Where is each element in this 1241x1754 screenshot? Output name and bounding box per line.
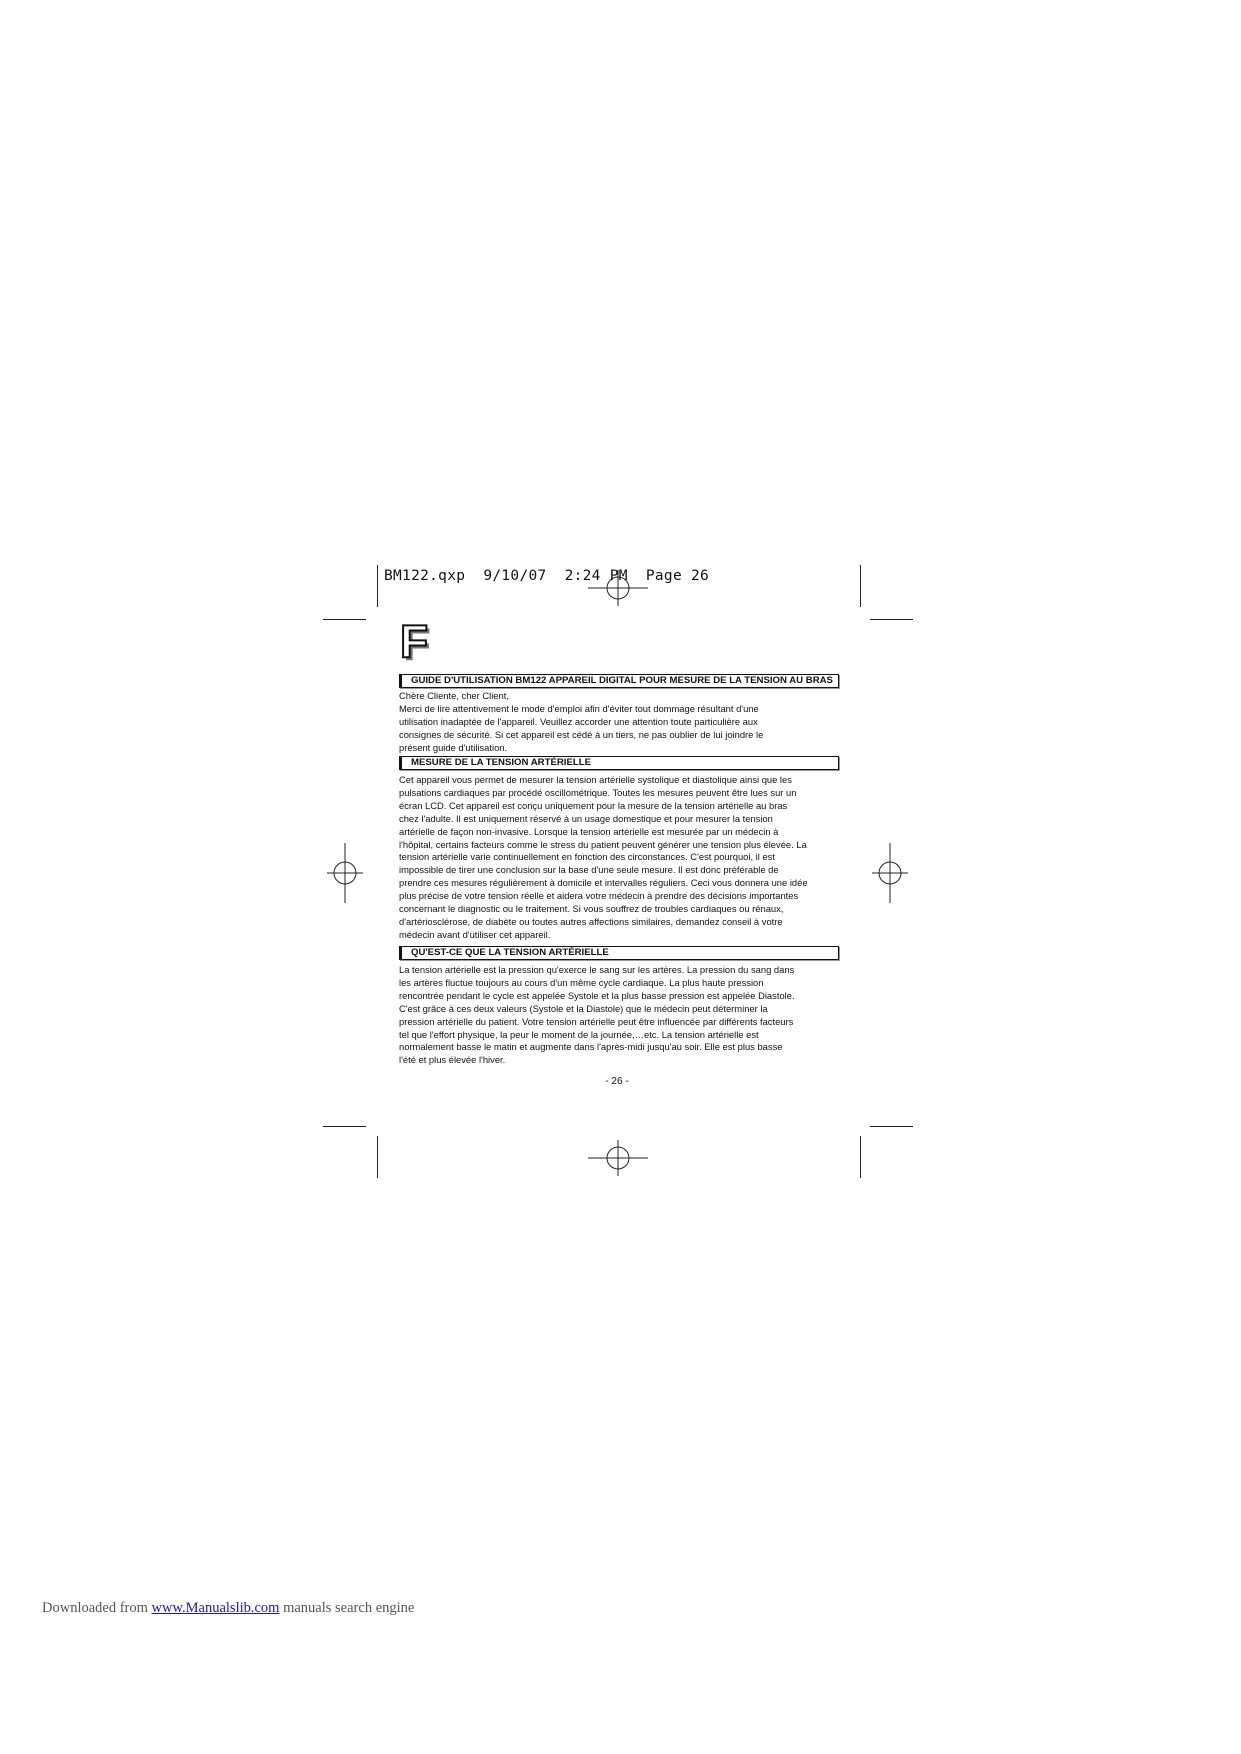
text-line: les artères fluctue toujours au cours d'un même cycle cardiaque. La plus haute pression bbox=[399, 976, 764, 988]
registration-mark-bottom bbox=[588, 1128, 648, 1188]
text-line: l'hôpital, certains facteurs comme le stress du patient peuvent générer une tension plus élevée. La bbox=[399, 838, 807, 850]
crop-mark-bottom-right-h bbox=[870, 1126, 913, 1127]
section-header-mesure: MESURE DE LA TENSION ARTÉRIELLE bbox=[399, 756, 839, 770]
text-line: d'artériosclérose, de diabète ou toutes autres affections similaires, demandez conseil à votre bbox=[399, 915, 783, 927]
text-line: médecin avant d'utiliser cet appareil. bbox=[399, 928, 551, 940]
section-header-tension: QU'EST-CE QUE LA TENSION ARTÉRIELLE bbox=[399, 946, 839, 960]
download-footer bbox=[42, 1600, 414, 1617]
language-letter: F bbox=[400, 615, 429, 667]
crop-mark-bottom-left-h bbox=[323, 1126, 366, 1127]
text-line: l'été et plus élevée l'hiver. bbox=[399, 1054, 506, 1066]
crop-mark-top-left bbox=[377, 565, 378, 607]
text-line: consignes de sécurité. Si cet appareil est cédé à un tiers, ne pas oublier de lui joindre le bbox=[399, 728, 764, 740]
footer-suffix: manuals search engine bbox=[279, 1600, 415, 1616]
registration-mark-top bbox=[588, 558, 648, 618]
text-line: tel que l'effort physique, la peur le moment de la journée,…etc. La tension artérielle est bbox=[399, 1028, 759, 1040]
section-body-guide bbox=[399, 690, 844, 755]
crop-mark-bottom-right bbox=[860, 1136, 861, 1178]
registration-mark-left bbox=[315, 843, 375, 903]
text-line: tension artérielle varie continuellement en fonction des circonstances. C'est pourquoi, il est bbox=[399, 851, 775, 863]
text-line: utilisation inadaptée de l'appareil. Veuillez accorder une attention toute particulière aux bbox=[399, 715, 758, 727]
text-line: La tension artérielle est la pression qu'exerce le sang sur les artères. La pression du sang dans bbox=[399, 964, 795, 975]
crop-mark-top-right bbox=[860, 565, 861, 607]
text-line: impossible de tirer une conclusion sur la base d'une seule mesure. Il est donc préférable de bbox=[399, 864, 779, 876]
text-line: Cet appareil vous permet de mesurer la tension artérielle systolique et diastolique ainsi que les bbox=[399, 774, 792, 785]
page-number: - 26 - bbox=[605, 1076, 629, 1087]
crop-mark-top-right-h bbox=[870, 619, 913, 620]
text-line: Merci de lire attentivement le mode d'emploi afin d'éviter tout dommage résultant d'une bbox=[399, 702, 759, 714]
text-line: pression artérielle du patient. Votre tension artérielle peut être influencée par différents facteurs bbox=[399, 1015, 794, 1027]
crop-mark-bottom-left bbox=[377, 1136, 378, 1178]
text-line: plus précise de votre tension réelle et aidera votre médecin à prendre des décisions importantes bbox=[399, 890, 799, 902]
text-line: rencontrée pendant le cycle est appelée Systole et la plus basse pression est appelée Diastole. bbox=[399, 989, 795, 1001]
text-line: normalement basse le matin et augmente dans l'après-midi jusqu'au soir. Elle est plus basse bbox=[399, 1041, 783, 1053]
footer-prefix: Downloaded from bbox=[42, 1600, 152, 1616]
registration-mark-right bbox=[860, 843, 920, 903]
section-header-guide: GUIDE D'UTILISATION BM122 APPAREIL DIGITAL POUR MESURE DE LA TENSION AU BRAS bbox=[399, 674, 839, 688]
text-line: écran LCD. Cet appareil est conçu uniquement pour la mesure de la tension artérielle au bras bbox=[399, 799, 788, 811]
text-line: Chère Cliente, cher Client, bbox=[399, 690, 509, 701]
crop-mark-top-left-h bbox=[323, 619, 366, 620]
print-slug: BM122.qxp 9/10/07 2:24 PM Page 26 bbox=[384, 568, 710, 584]
text-line: chez l'adulte. Il est uniquement réservé à un usage domestique et pour mesurer la tension bbox=[399, 812, 773, 824]
section-body-mesure bbox=[399, 774, 844, 942]
text-line: présent guide d'utilisation. bbox=[399, 741, 508, 753]
section-body-tension bbox=[399, 964, 844, 1067]
text-line: artérielle de façon non-invasive. Lorsque la tension artérielle est mesurée par un médecin à bbox=[399, 825, 779, 837]
text-line: prendre ces mesures régulièrement à domicile et intervalles réguliers. Ceci vous donnera une idée bbox=[399, 877, 808, 889]
text-line: pulsations cardiaques par procédé oscillométrique. Toutes les mesures peuvent être lues sur un bbox=[399, 786, 797, 798]
text-line: concernant le diagnostic ou le traitement. Si vous souffrez de troubles cardiaques ou rénaux, bbox=[399, 903, 784, 915]
text-line: C'est grâce à ces deux valeurs (Systole et la Diastole) que le médecin peut déterminer la bbox=[399, 1002, 768, 1014]
manualslib-link[interactable]: www.Manualslib.com bbox=[151, 1600, 280, 1616]
